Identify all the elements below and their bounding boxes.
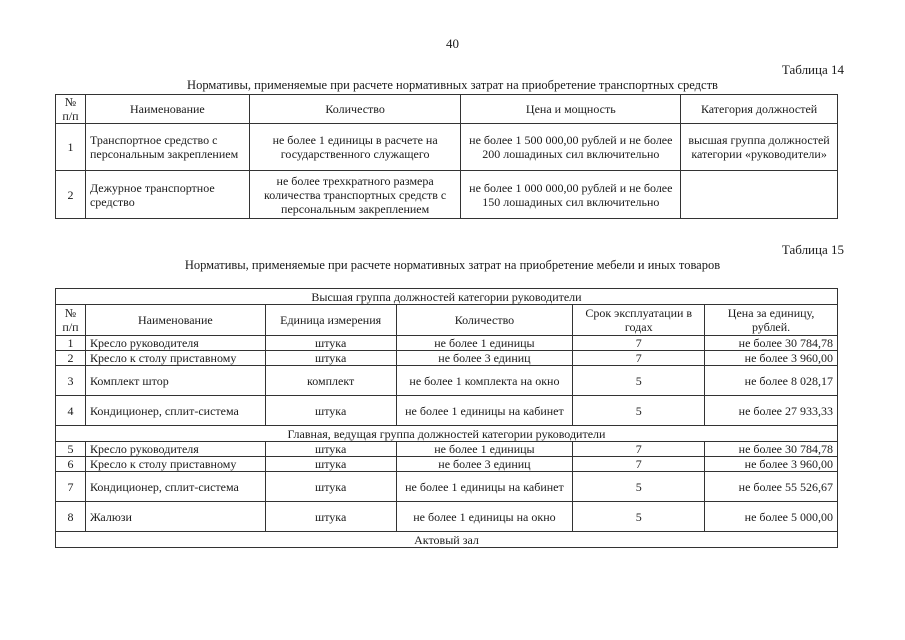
group-header-row	[56, 289, 838, 305]
table-row	[56, 336, 838, 351]
item-name: Жалюзи	[85, 502, 265, 532]
header-cell: Наименование	[85, 305, 265, 336]
item-name: Кресло к столу приставному	[85, 457, 265, 472]
item-quantity: не более 1 комплекта на окно	[396, 366, 573, 396]
group-header-row	[56, 426, 838, 442]
item-unit: штука	[265, 502, 396, 532]
group-header-row	[56, 532, 838, 548]
row-number: 3	[56, 366, 86, 396]
group-title: Главная, ведущая группа должностей категории руководители	[56, 426, 838, 442]
item-price: не более 3 960,00	[705, 457, 838, 472]
row-number: 5	[56, 442, 86, 457]
item-name: Комплект штор	[85, 366, 265, 396]
row-number: 1	[56, 124, 86, 171]
item-quantity: не более 1 единицы на кабинет	[396, 472, 573, 502]
item-unit: штука	[265, 472, 396, 502]
item-category: высшая группа должностей категории «руководители»	[681, 124, 838, 171]
row-number: 2	[56, 351, 86, 366]
header-cell: № п/п	[56, 305, 86, 336]
item-price: не более 1 000 000,00 рублей и не более 150 лошадиных сил включительно	[461, 171, 681, 219]
item-term: 5	[573, 472, 705, 502]
table-14-label: Таблица 14	[781, 62, 844, 77]
row-number: 6	[56, 457, 86, 472]
item-quantity: не более 1 единицы в расчете на государственного служащего	[249, 124, 461, 171]
header-cell: Количество	[396, 305, 573, 336]
item-price: не более 30 784,78	[705, 336, 838, 351]
header-cell: № п/п	[56, 95, 86, 124]
header-cell: Срок эксплуатации в годах	[573, 305, 705, 336]
item-quantity: не более 1 единицы на кабинет	[396, 396, 573, 426]
item-term: 7	[573, 336, 705, 351]
item-price: не более 55 526,67	[705, 472, 838, 502]
table-row	[56, 457, 838, 472]
header-cell: Цена за единицу, рублей.	[705, 305, 838, 336]
item-name: Кондиционер, сплит-система	[85, 396, 265, 426]
item-price: не более 8 028,17	[705, 366, 838, 396]
table-row	[56, 396, 838, 426]
table-row	[56, 442, 838, 457]
group-title: Высшая группа должностей категории руководители	[56, 289, 838, 305]
item-unit: штука	[265, 457, 396, 472]
item-name: Транспортное средство с персональным закреплением	[85, 124, 249, 171]
page-number: 40	[446, 36, 459, 51]
row-number: 4	[56, 396, 86, 426]
item-term: 7	[573, 457, 705, 472]
header-cell: Категория должностей	[681, 95, 838, 124]
item-price: не более 1 500 000,00 рублей и не более 200 лошадиных сил включительно	[461, 124, 681, 171]
item-quantity: не более трехкратного размера количества транспортных средств с персональным закреплением	[249, 171, 461, 219]
item-price: не более 3 960,00	[705, 351, 838, 366]
header-cell: Единица измерения	[265, 305, 396, 336]
item-category	[681, 171, 838, 219]
item-quantity: не более 3 единиц	[396, 457, 573, 472]
item-name: Кондиционер, сплит-система	[85, 472, 265, 502]
item-quantity: не более 1 единицы на окно	[396, 502, 573, 532]
item-term: 5	[573, 502, 705, 532]
table-row	[56, 502, 838, 532]
header-cell: Наименование	[85, 95, 249, 124]
row-number: 7	[56, 472, 86, 502]
table-row	[56, 472, 838, 502]
item-price: не более 5 000,00	[705, 502, 838, 532]
transport-norms-table	[55, 94, 838, 219]
table-row	[56, 351, 838, 366]
furniture-norms-table	[55, 288, 838, 548]
row-number: 2	[56, 171, 86, 219]
table-header-row	[56, 305, 838, 336]
row-number: 1	[56, 336, 86, 351]
item-name: Дежурное транспортное средство	[85, 171, 249, 219]
item-unit: штука	[265, 351, 396, 366]
item-name: Кресло руководителя	[85, 442, 265, 457]
table-row	[56, 124, 838, 171]
header-cell: Количество	[249, 95, 461, 124]
item-quantity: не более 1 единицы	[396, 442, 573, 457]
item-name: Кресло руководителя	[85, 336, 265, 351]
item-unit: штука	[265, 396, 396, 426]
item-term: 5	[573, 366, 705, 396]
table-15-label: Таблица 15	[781, 242, 844, 257]
item-unit: комплект	[265, 366, 396, 396]
table-row	[56, 171, 838, 219]
item-unit: штука	[265, 336, 396, 351]
item-quantity: не более 3 единиц	[396, 351, 573, 366]
item-unit: штука	[265, 442, 396, 457]
item-name: Кресло к столу приставному	[85, 351, 265, 366]
item-term: 7	[573, 442, 705, 457]
item-term: 5	[573, 396, 705, 426]
table-15-title: Нормативы, применяемые при расчете нормативных затрат на приобретение мебели и иных товаров	[184, 258, 721, 272]
group-title: Актовый зал	[56, 532, 838, 548]
item-quantity: не более 1 единицы	[396, 336, 573, 351]
table-header-row	[56, 95, 838, 124]
table-row	[56, 366, 838, 396]
item-price: не более 30 784,78	[705, 442, 838, 457]
header-cell: Цена и мощность	[461, 95, 681, 124]
table-14-title: Нормативы, применяемые при расчете нормативных затрат на приобретение транспортных средств	[187, 78, 718, 92]
item-price: не более 27 933,33	[705, 396, 838, 426]
item-term: 7	[573, 351, 705, 366]
row-number: 8	[56, 502, 86, 532]
